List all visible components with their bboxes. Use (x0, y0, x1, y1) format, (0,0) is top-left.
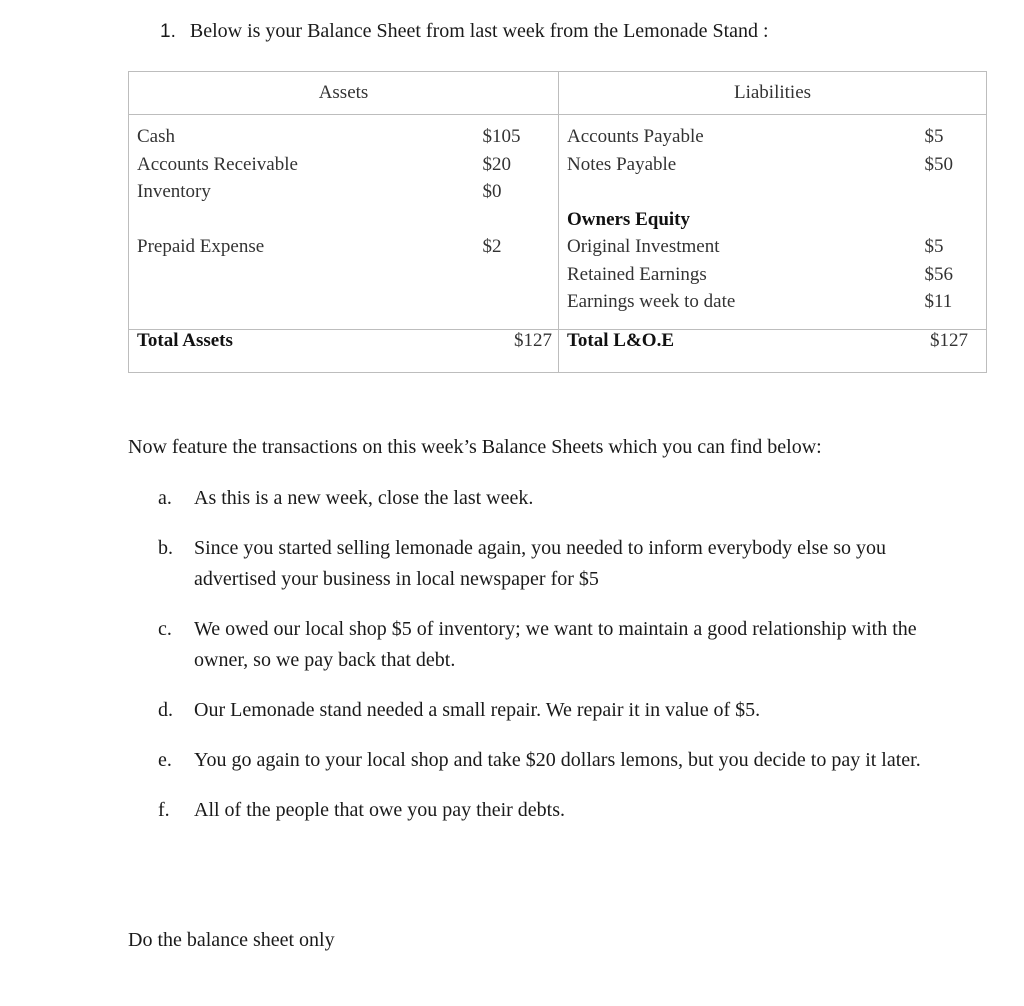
asset-amount-prepaid-expense: $2 (482, 236, 502, 257)
task-text: All of the people that owe you pay their debts. (194, 799, 566, 821)
task-marker: e. (158, 749, 172, 771)
asset-amount-accounts-receivable: $20 (482, 153, 511, 175)
balance-sheet-body-row (129, 115, 987, 330)
equity-label-earnings-week-to-date: Earnings week to date (567, 291, 736, 312)
question-number: 1. (160, 21, 176, 42)
list-item (158, 795, 958, 826)
task-marker: a. (158, 487, 172, 509)
total-loe-label: Total L&O.E (559, 330, 921, 373)
instructions-intro: Now feature the transactions on this week’s Balance Sheets which you can find below: (128, 436, 822, 458)
task-text: Since you started selling lemonade again, you needed to inform everybody else so you advertised your business in local newspaper for $5 (194, 537, 887, 590)
list-item (158, 483, 958, 514)
question-heading (160, 20, 769, 43)
liability-label-accounts-payable: Accounts Payable (567, 126, 704, 147)
liability-label-notes-payable: Notes Payable (567, 153, 677, 175)
task-list (158, 483, 958, 845)
total-assets-amount: $127 (483, 330, 559, 373)
asset-label-cash: Cash (137, 126, 175, 147)
list-item (158, 695, 958, 726)
asset-amounts (483, 115, 559, 330)
equity-label-original-investment: Original Investment (567, 236, 720, 257)
equity-amount-retained-earnings: $56 (924, 263, 953, 285)
equity-amount-earnings-week-to-date: $11 (924, 291, 953, 312)
asset-labels (129, 115, 483, 330)
balance-sheet-total-row (129, 330, 987, 373)
task-marker: d. (158, 699, 173, 721)
task-text: Our Lemonade stand needed a small repair. We repair it in value of $5. (194, 699, 761, 721)
footer-instruction: Do the balance sheet only (128, 929, 335, 951)
task-marker: c. (158, 618, 172, 640)
list-item (158, 533, 958, 595)
assets-header: Assets (129, 72, 559, 115)
task-text: We owed our local shop $5 of inventory; we want to maintain a good relationship with the owner, so we pay back that debt. (194, 618, 917, 671)
asset-label-prepaid-expense: Prepaid Expense (137, 236, 265, 257)
liability-labels (559, 115, 921, 330)
owners-equity-heading: Owners Equity (567, 208, 690, 230)
asset-amount-inventory: $0 (482, 181, 502, 202)
liability-amounts (921, 115, 987, 330)
balance-sheet-header-row (129, 72, 987, 115)
equity-label-retained-earnings: Retained Earnings (567, 263, 707, 285)
task-marker: f. (158, 799, 170, 821)
question-text: Below is your Balance Sheet from last week from the Lemonade Stand : (189, 20, 769, 42)
total-loe-amount: $127 (921, 330, 987, 373)
list-item (158, 745, 958, 776)
total-assets-label: Total Assets (129, 330, 483, 373)
asset-label-accounts-receivable: Accounts Receivable (137, 153, 298, 175)
task-marker: b. (158, 537, 173, 559)
liabilities-header: Liabilities (559, 72, 987, 115)
task-text: As this is a new week, close the last week. (194, 487, 534, 509)
asset-label-inventory: Inventory (137, 181, 211, 202)
liability-amount-notes-payable: $50 (924, 153, 953, 175)
task-text: You go again to your local shop and take $20 dollars lemons, but you decide to pay it later. (194, 749, 921, 771)
list-item (158, 614, 958, 676)
asset-amount-cash: $105 (482, 126, 521, 147)
liability-amount-accounts-payable: $5 (924, 126, 944, 147)
balance-sheet-table (128, 71, 987, 373)
equity-amount-original-investment: $5 (924, 236, 944, 257)
